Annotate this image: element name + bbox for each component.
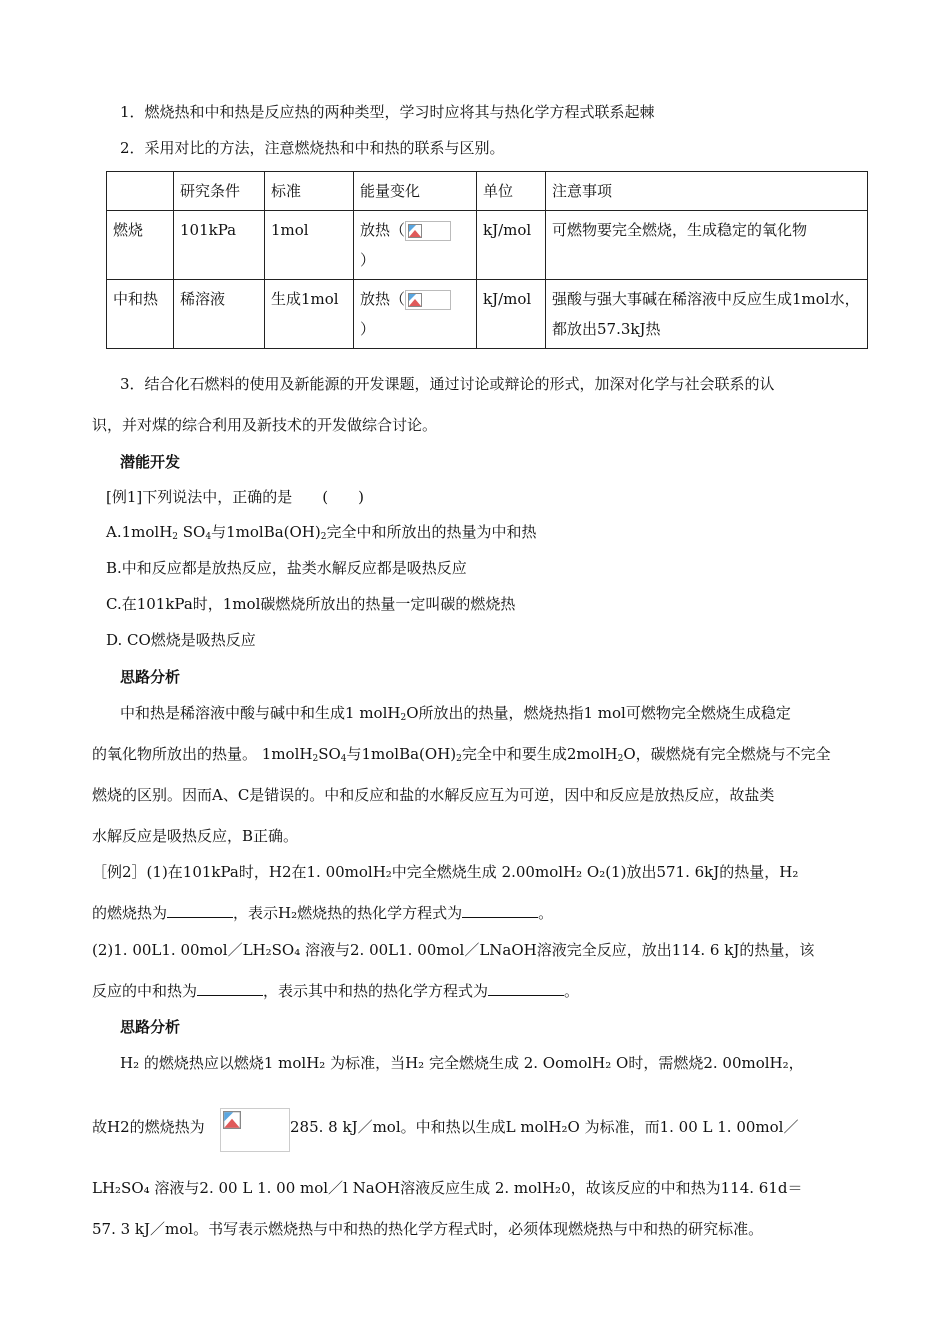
table-header-cell: 能量变化 (354, 172, 477, 211)
broken-image-icon (405, 290, 451, 310)
table-header-cell: 标准 (265, 172, 354, 211)
table-cell: kJ/mol (477, 211, 546, 280)
table-cell: kJ/mol (477, 280, 546, 349)
example-1-option-d: D. CO燃烧是吸热反应 (106, 631, 256, 649)
example-2-line-1: ［例2］(1)在101kPa时，H2在1. 00molH₂中完全燃烧生成 2.00molH₂ O₂(1)放出571. 6kJ的热量，H₂ (92, 863, 799, 881)
table-cell: 稀溶液 (174, 280, 265, 349)
analysis-2-line-3: LH₂SO₄ 溶液与2. 00 L 1. 00 mol／l NaOH溶液反应生成 2. molH₂0，故该反应的中和热为114. 61d＝ (92, 1179, 803, 1197)
table-cell: 中和热 (107, 280, 174, 349)
analysis-1-line-4: 水解反应是吸热反应，B正确。 (92, 827, 299, 845)
example-2-line-2: 的燃烧热为 ，表示H₂燃烧热的热化学方程式为 。 (92, 904, 554, 922)
paragraph-3-line-2: 识，并对煤的综合利用及新技术的开发做综合讨论。 (92, 416, 438, 434)
analysis-2-line-1: H₂ 的燃烧热应以燃烧1 molH₂ 为标准，当H₂ 完全燃烧生成 2. OomolH₂ O时，需燃烧2. 00molH₂， (120, 1054, 804, 1072)
answer-blank[interactable] (462, 903, 538, 918)
analysis-1-line-3: 燃烧的区别。因而A、C是错误的。中和反应和盐的水解反应互为可逆，因中和反应是放热反应，故盐类 (92, 786, 775, 804)
example-1-option-b: B.中和反应都是放热反应，盐类水解反应都是吸热反应 (106, 559, 467, 577)
example-2-line-3: (2)1. 00L1. 00mol／LH₂SO₄ 溶液与2. 00L1. 00mol／LNaOH溶液完全反应，放出114. 6 kJ的热量，该 (92, 941, 815, 959)
answer-blank[interactable] (167, 903, 233, 918)
analysis-2-line-2b: 285. 8 kJ／mol。中和热以生成L molH₂O 为标准，而1. 00 L 1. 00mol／ (290, 1118, 799, 1136)
example-1-option-a: A.1molH$_2$ $SO_4$与$1molBa(OH)_2$完全中和所放出的热量为中和热 (106, 523, 537, 542)
example-1-question: [例1]下列说法中，正确的是 ( ) (106, 488, 364, 506)
table-cell: 1mol (265, 211, 354, 280)
table-row (107, 280, 868, 349)
intro-paragraph-2: 2．采用对比的方法，注意燃烧热和中和热的联系与区别。 (120, 139, 505, 157)
table-header-cell: 注意事项 (546, 172, 868, 211)
analysis-1-line-2: 的氧化物所放出的热量。 $1molH_2SO_4$与$1molBa(OH)_2$完全中和要生成2molH$_2$O，碳燃烧有完全燃烧与不完全 (92, 745, 831, 764)
example-2-line-4: 反应的中和热为 ，表示其中和热的热化学方程式为 。 (92, 982, 580, 1000)
broken-image-icon (220, 1108, 290, 1152)
table-header-cell: 研究条件 (174, 172, 265, 211)
table-row (107, 211, 868, 280)
analysis-heading-2: 思路分析 (120, 1018, 181, 1036)
table-header-row (107, 172, 868, 211)
analysis-2-line-2a: 故H2的燃烧热为 (92, 1118, 205, 1136)
example-1-option-c: C.在101kPa时，1mol碳燃烧所放出的热量一定叫碳的燃烧热 (106, 595, 516, 613)
table-cell: 燃烧 (107, 211, 174, 280)
energy-label: 放热（ (360, 221, 406, 239)
answer-blank[interactable] (488, 981, 564, 996)
analysis-1-line-1: 中和热是稀溶液中酸与碱中和生成1 molH$_2$O所放出的热量，燃烧热指1 mol可燃物完全燃烧生成稳定 (120, 704, 791, 723)
table-cell: 生成1mol (265, 280, 354, 349)
table-cell: 强酸与强大事碱在稀溶液中反应生成1mol水，都放出57.3kJ热 (546, 280, 868, 349)
analysis-heading: 思路分析 (120, 668, 181, 686)
table-cell-energy (354, 280, 477, 349)
energy-close: ） (360, 251, 376, 269)
table-cell: 101kPa (174, 211, 265, 280)
comparison-table (106, 171, 868, 349)
energy-close: ） (360, 320, 376, 338)
table-header-cell (107, 172, 174, 211)
analysis-2-line-4: 57. 3 kJ／mol。书写表示燃烧热与中和热的热化学方程式时，必须体现燃烧热与中和热的研究标准。 (92, 1220, 764, 1238)
intro-paragraph-1: 1．燃烧热和中和热是反应热的两种类型，学习时应将其与热化学方程式联系起棘 (120, 103, 655, 121)
table-cell: 可燃物要完全燃烧，生成稳定的氧化物 (546, 211, 868, 280)
paragraph-3-line-1: 3．结合化石燃料的使用及新能源的开发课题，通过讨论或辩论的形式，加深对化学与社会联系的认 (120, 375, 775, 393)
broken-image-icon (405, 221, 451, 241)
answer-blank[interactable] (197, 981, 263, 996)
section-heading: 潜能开发 (120, 453, 181, 471)
energy-label: 放热（ (360, 290, 406, 308)
table-header-cell: 单位 (477, 172, 546, 211)
table-cell-energy (354, 211, 477, 280)
